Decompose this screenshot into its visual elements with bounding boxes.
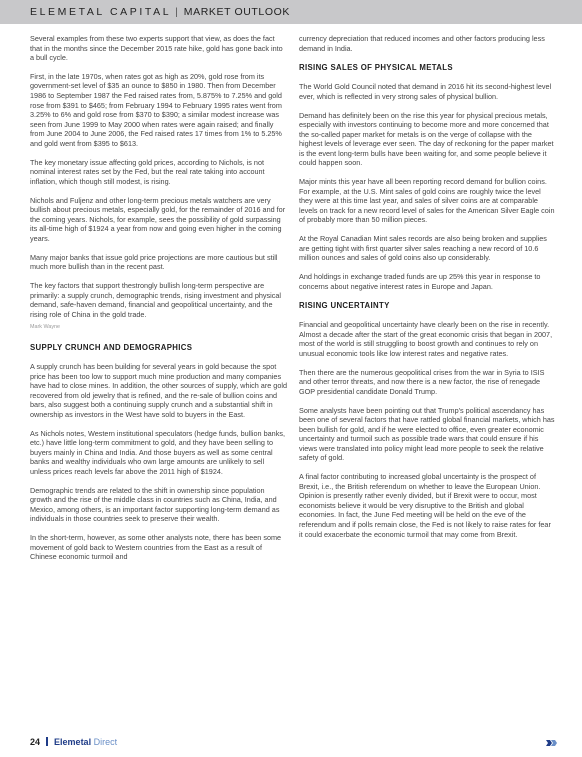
- header-section: MARKET OUTLOOK: [183, 6, 290, 18]
- right-column: [299, 34, 556, 548]
- header-separator: |: [175, 6, 178, 18]
- header-title: [30, 5, 290, 19]
- section-heading: RISING SALES OF PHYSICAL METALS: [299, 63, 453, 73]
- section-heading: RISING UNCERTAINTY: [299, 301, 390, 311]
- paragraph: Demographic trends are related to the shift in ownership since population growth and the rise of the middle class in countries such as China, India, and Mexico, among others, is an important factor supporting long-term demand as individuals in those countries seek to preserve their wealth.: [30, 485, 280, 524]
- page-number: 24: [30, 737, 41, 747]
- paragraph: At the Royal Canadian Mint sales records are also being broken and supplies are getting tight with first quarter silver sales reaching a new record of 10.6 million ounces and sales of gold coins also up considerably.: [299, 234, 547, 263]
- header-brand: ELEMETAL CAPITAL: [30, 6, 172, 18]
- paragraph: Many major banks that issue gold price projections are more cautious but still much more bullish than in the recent past.: [30, 252, 278, 272]
- section-heading: SUPPLY CRUNCH AND DEMOGRAPHICS: [30, 343, 193, 352]
- footer-publication: Direct: [93, 737, 118, 747]
- paragraph: Major mints this year have all been reporting record demand for bullion coins. For example, at the U.S. Mint sales of gold coins are roughly twice the level they were at this time last year, and sales of silver coins are at comparable levels on track for a new record level of sales for the American Silver Eagle coin of probably more than 50 million pieces.: [299, 177, 555, 225]
- paragraph: First, in the late 1970s, when rates got as high as 20%, gold rose from its government-set level of $35 an ounce to $850 in 1980. Then from December 1986 to September 1987 the Fed raised rates from, 5.875% to 7.25% and gold rose from $391 to $465; from February 1994 to February 1995 rates went from 3.25% to 6% and gold rose from $370 to $390; a similar modest increase was seen from June 1999 to May 2000 when rates were again raised; and finally from June 2004 to June 2006, the Fed raised rates 17 times from 1% to 5.25% and gold went from $395 to $613.: [30, 71, 282, 148]
- paragraph: The World Gold Council noted that demand in 2016 hit its second-highest level ever, which is reflected in very strong sales of physical bullion.: [299, 82, 552, 101]
- page-footer: [30, 737, 117, 747]
- elemetal-logo-icon: [545, 737, 557, 749]
- paragraph: Demand has definitely been on the rise this year for physical precious metals, especially with investors continuing to become more and more concerned that the so-called paper market for metals is on the verge of collapse with the highest levels of leverage ever seen. The day of reckoning for the paper market is the event long-term bulls have been waiting for, and some people believe it could happen soon.: [299, 110, 554, 168]
- paragraph: As Nichols notes, Western institutional speculators (hedge funds, bullion banks, etc.) have little long-term commitment to gold, and they have been selling to buyers mainly in China and India. And those buyers as well as some central banks and wealthy individuals who own large amounts are unlikely to sell unless prices reach levels far above the 2011 high of $1924.: [30, 428, 285, 476]
- paragraph: A supply crunch has been building for several years in gold because the spot price has been too low to support much mine production and many companies have had to close mines. In addition, the other sources of supply, which are gold recovered from old jewelry that is refined, and the re-sale of bullion coins and bars, also suggest both a continuing supply crunch and a substantial shift in ownership as investors in the West have sold to buyers in the East.: [30, 362, 287, 419]
- paragraph: Then there are the numerous geopolitical crises from the war in Syria to ISIS and other terror threats, and now there is a new factor, the rise of renegade GOP presidential candidate Donald Trump.: [299, 367, 545, 396]
- paragraph: Some analysts have been pointing out that Trump's political ascendancy has been one of several factors that have rattled global financial markets, which has been bullish for gold, and if he were elected to office, even greater economic uncertainty and turmoil such as possible trade wars that could ensure if his views were translated into policy might lead more people to seek the relative safety of gold.: [299, 405, 555, 463]
- paragraph: The key factors that support thestrongly bullish long-term perspective are primarily: a supply crunch, demographic trends, rising investment and physical demand, safe-haven demand, financial and geopolitical uncertainty, and the rising role of China in the gold trade.: [30, 280, 282, 319]
- paragraph: Several examples from these two experts support that view, as does the fact that in the months since the December 2015 rate hike, gold has gone back into a bull cycle.: [30, 34, 283, 63]
- footer-brand: Elemetal: [54, 737, 92, 747]
- paragraph: A final factor contributing to increased global uncertainty is the prospect of Brexit, i.e., the British referendum on whether to leave the European Union. Opinion is presently rather evenly divided, but if Brexit were to occur, most economists believe it would be very disruptive to the British and global economies. In fact, the June Fed meeting will be held on the eve of the referendum and if polls remain close, the Fed is not likely to raise rates for fear it could exacerbate the economic turmoil that may come from Brexit.: [299, 472, 551, 539]
- left-column: [30, 34, 287, 571]
- byline: Mark Wayne: [30, 324, 61, 331]
- paragraph: The key monetary issue affecting gold prices, according to Nichols, is not nominal interest rates set by the Fed, but the real rate taking into account inflation, which though still modest, is rising.: [30, 157, 265, 186]
- paragraph: In the short-term, however, as some other analysts note, there has been some movement of gold back to Western countries from the East as a result of Chinese economic turmoil and: [30, 533, 282, 562]
- paragraph: Nichols and Fuljenz and other long-term precious metals watchers are very bullish about precious metals, especially gold, for the remainder of 2016 and for the coming years. Nichols, for example, sees the possibility of gold surpassing its all-time high of $1924 a year from now and going even higher in the coming years.: [30, 195, 286, 243]
- page-header: [0, 0, 582, 24]
- paragraph: And holdings in exchange traded funds are up 25% this year in response to concerns about negative interest rates in Europe and Japan.: [299, 272, 541, 291]
- footer-divider: [46, 737, 48, 746]
- paragraph: Financial and geopolitical uncertainty have clearly been on the rise in recently. Almost a decade after the start of the great economic crisis that began in 2007, most of the world is still struggling to boost growth and continues to rely on unusual economic tools like low interest rates and negative rates.: [299, 320, 553, 358]
- paragraph: currency depreciation that reduced incomes and other factors producing less demand in India.: [299, 34, 545, 53]
